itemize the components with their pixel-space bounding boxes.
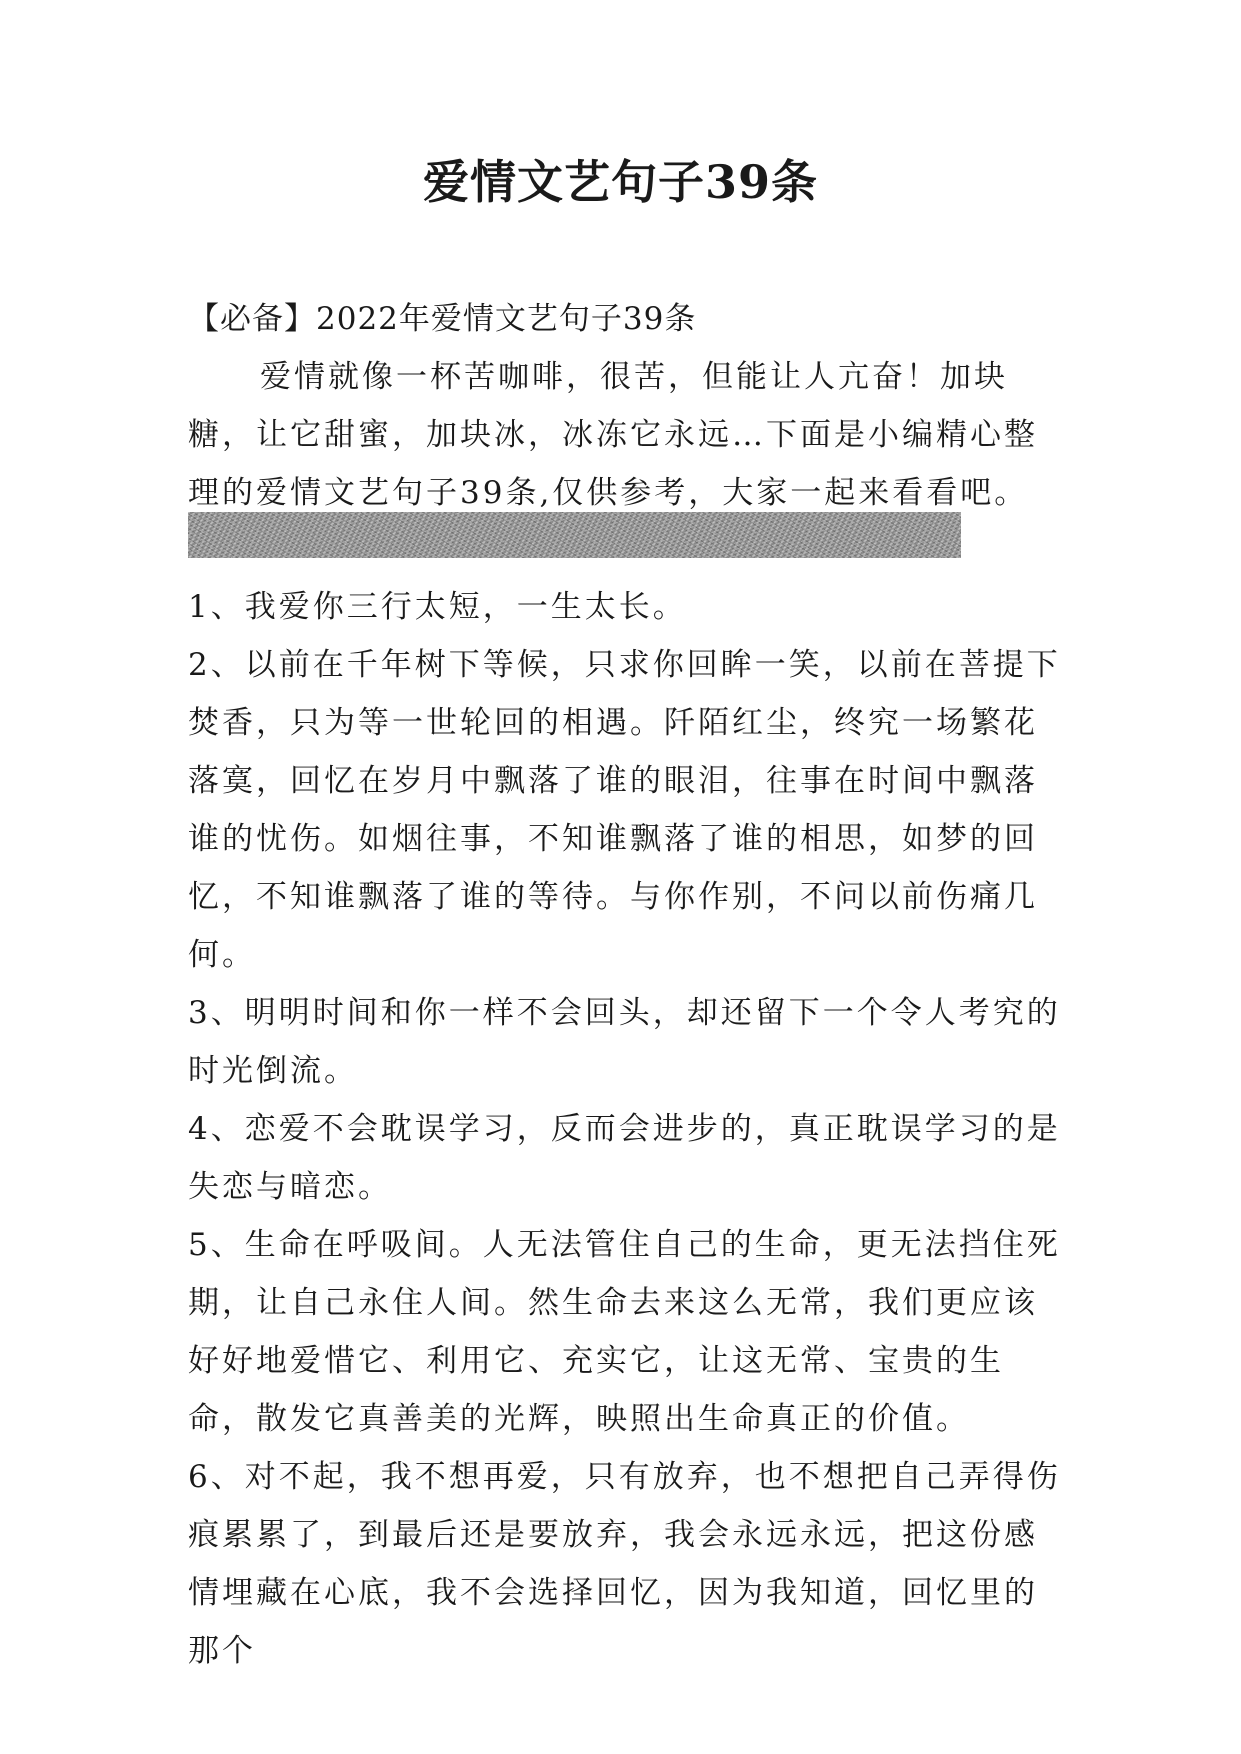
redacted-image-band xyxy=(188,512,961,558)
list-item: 1、我爱你三行太短，一生太长。 xyxy=(188,589,687,625)
sentence-list xyxy=(188,578,1070,1680)
list-item: 2、以前在千年树下等候，只求你回眸一笑，以前在菩提下焚香，只为等一世轮回的相遇。阡陌红尘，终究一场繁花落寞，回忆在岁月中飘落了谁的眼泪，往事在时间中飘落谁的忧伤。如烟往事，不知谁飘落了谁的相思，如梦的回忆，不知谁飘落了谁的等待。与你作别，不问以前伤痛几何。 xyxy=(188,647,1061,973)
list-item: 4、恋爱不会耽误学习，反而会进步的，真正耽误学习的是失恋与暗恋。 xyxy=(188,1111,1061,1205)
intro-paragraph: 爱情就像一杯苦咖啡，很苦，但能让人亢奋！加块糖，让它甜蜜，加块冰，冰冻它永远…下面是小编精心整理的爱情文艺句子39条,仅供参考，大家一起来看看吧。 xyxy=(188,359,1038,511)
list-item: 3、明明时间和你一样不会回头，却还留下一个令人考究的时光倒流。 xyxy=(188,995,1061,1089)
list-item: 5、生命在呼吸间。人无法管住自己的生命，更无法挡住死期，让自己永住人间。然生命去来这么无常，我们更应该好好地爱惜它、利用它、充实它，让这无常、宝贵的生命，散发它真善美的光辉，映照出生命真正的价值。 xyxy=(188,1227,1061,1437)
document-subtitle: 【必备】2022年爱情文艺句子39条 xyxy=(188,301,697,337)
document-title: 爱情文艺句子39条 xyxy=(422,155,818,209)
list-item: 6、对不起，我不想再爱，只有放弃，也不想把自己弄得伤痕累累了，到最后还是要放弃，我会永远永远，把这份感情埋藏在心底，我不会选择回忆，因为我知道，回忆里的那个 xyxy=(188,1459,1061,1669)
